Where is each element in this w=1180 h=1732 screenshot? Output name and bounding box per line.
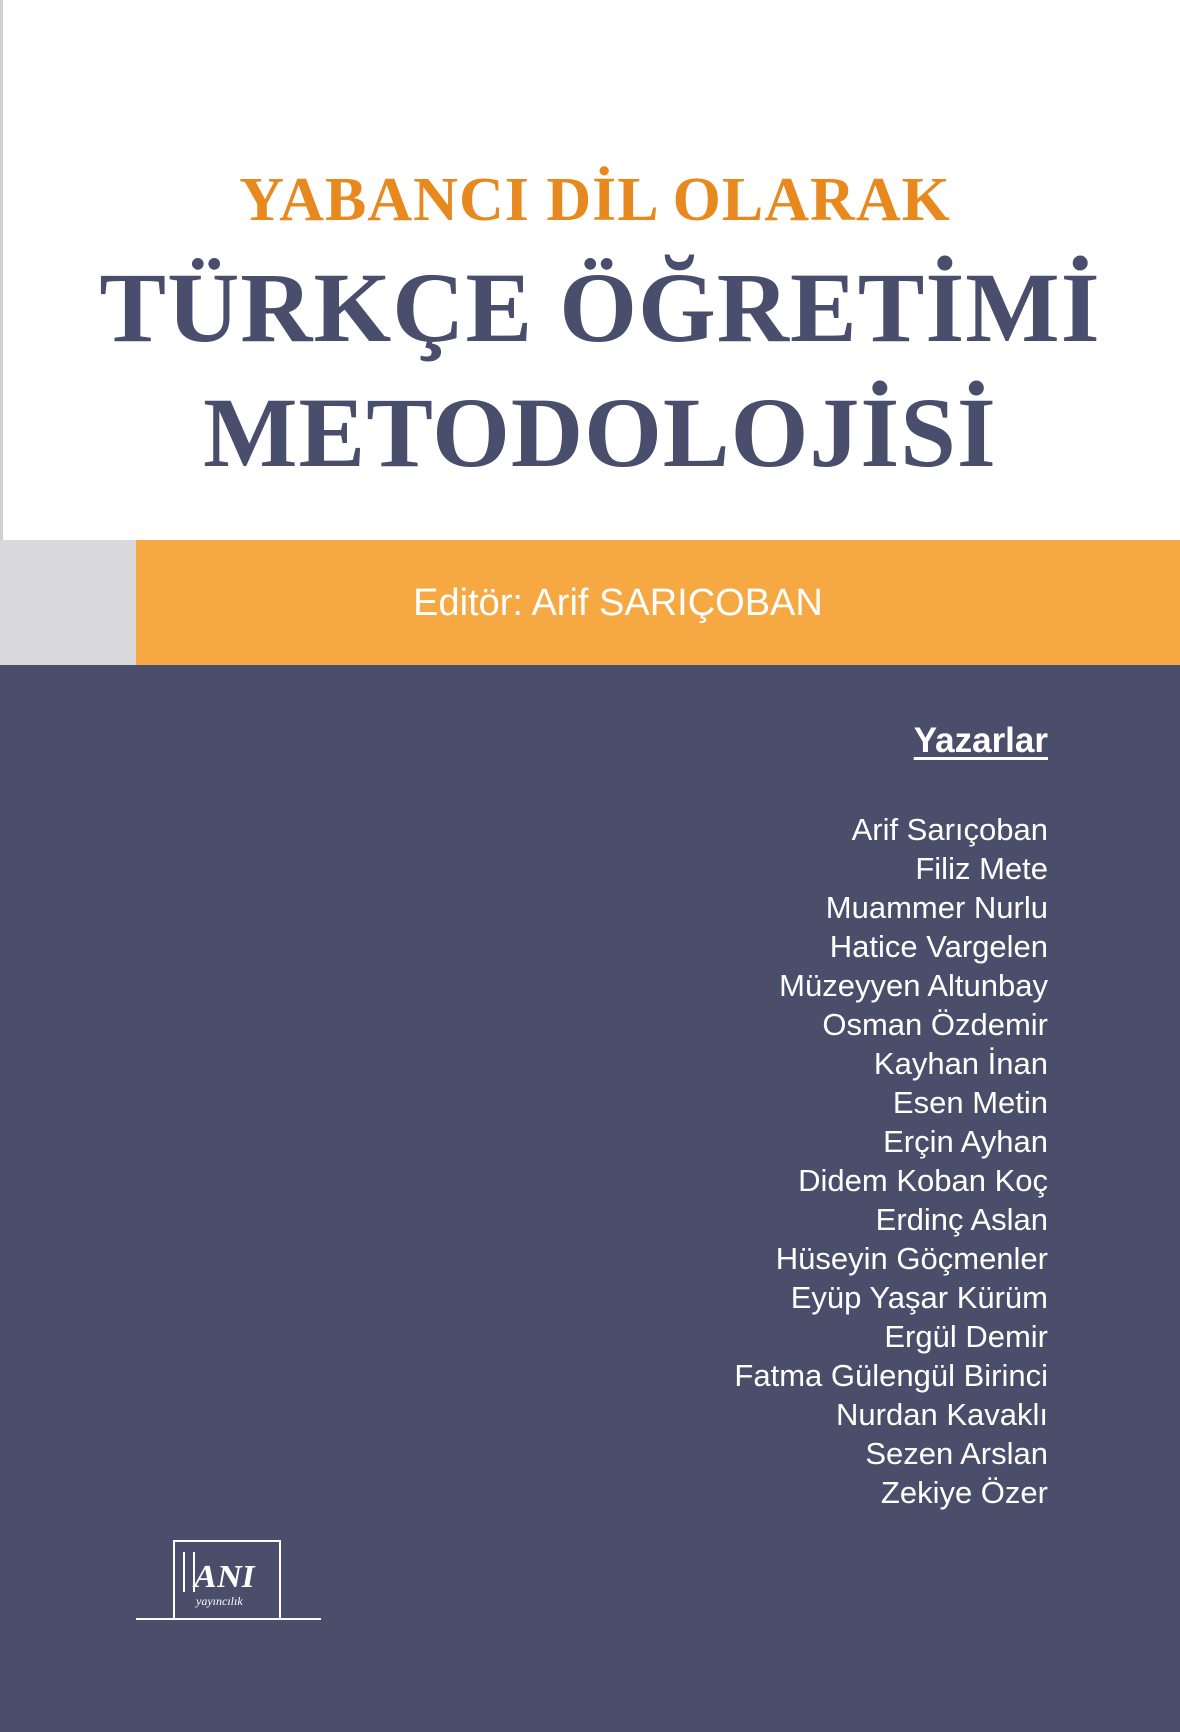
editor-band-gray-block (0, 540, 136, 665)
publisher-logo-subtitle: yayıncılık (196, 1594, 243, 1608)
author-name: Zekiye Özer (880, 1475, 1048, 1510)
authors-heading: Yazarlar (913, 721, 1048, 760)
author-name: Nurdan Kavaklı (836, 1397, 1048, 1432)
author-name: Sezen Arslan (865, 1436, 1048, 1471)
author-name: Hüseyin Göçmenler (775, 1241, 1048, 1276)
title-line-1: YABANCI DİL OLARAK (239, 166, 951, 234)
editor-credit: Editör: Arif SARIÇOBAN (413, 582, 823, 624)
author-name: Erdinç Aslan (875, 1202, 1048, 1237)
publisher-logo-mark: ANI (190, 1558, 259, 1594)
author-list (734, 810, 1048, 1512)
title-line-3: METODOLOJİSİ (203, 377, 997, 488)
author-name: Didem Koban Koç (798, 1163, 1048, 1198)
author-name: Osman Özdemir (822, 1007, 1048, 1042)
author-name: Kayhan İnan (873, 1046, 1048, 1081)
author-name: Eyüp Yaşar Kürüm (790, 1280, 1048, 1315)
publisher-logo (136, 1540, 321, 1620)
publisher-logo-underline (136, 1618, 321, 1620)
editor-band (0, 540, 1180, 665)
author-name: Esen Metin (892, 1085, 1048, 1120)
author-name: Hatice Vargelen (829, 929, 1048, 964)
title-line-2: TÜRKÇE ÖĞRETİMİ (99, 252, 1101, 363)
author-name: Müzeyyen Altunbay (779, 968, 1048, 1003)
author-name: Filiz Mete (915, 851, 1048, 886)
author-name: Arif Sarıçoban (851, 812, 1048, 847)
author-name: Ergül Demir (884, 1319, 1048, 1354)
authors-panel (0, 665, 1180, 1732)
title-area (0, 0, 1180, 540)
author-name: Fatma Gülengül Birinci (734, 1358, 1048, 1393)
author-name: Muammer Nurlu (825, 890, 1048, 925)
author-name: Erçin Ayhan (883, 1124, 1048, 1159)
